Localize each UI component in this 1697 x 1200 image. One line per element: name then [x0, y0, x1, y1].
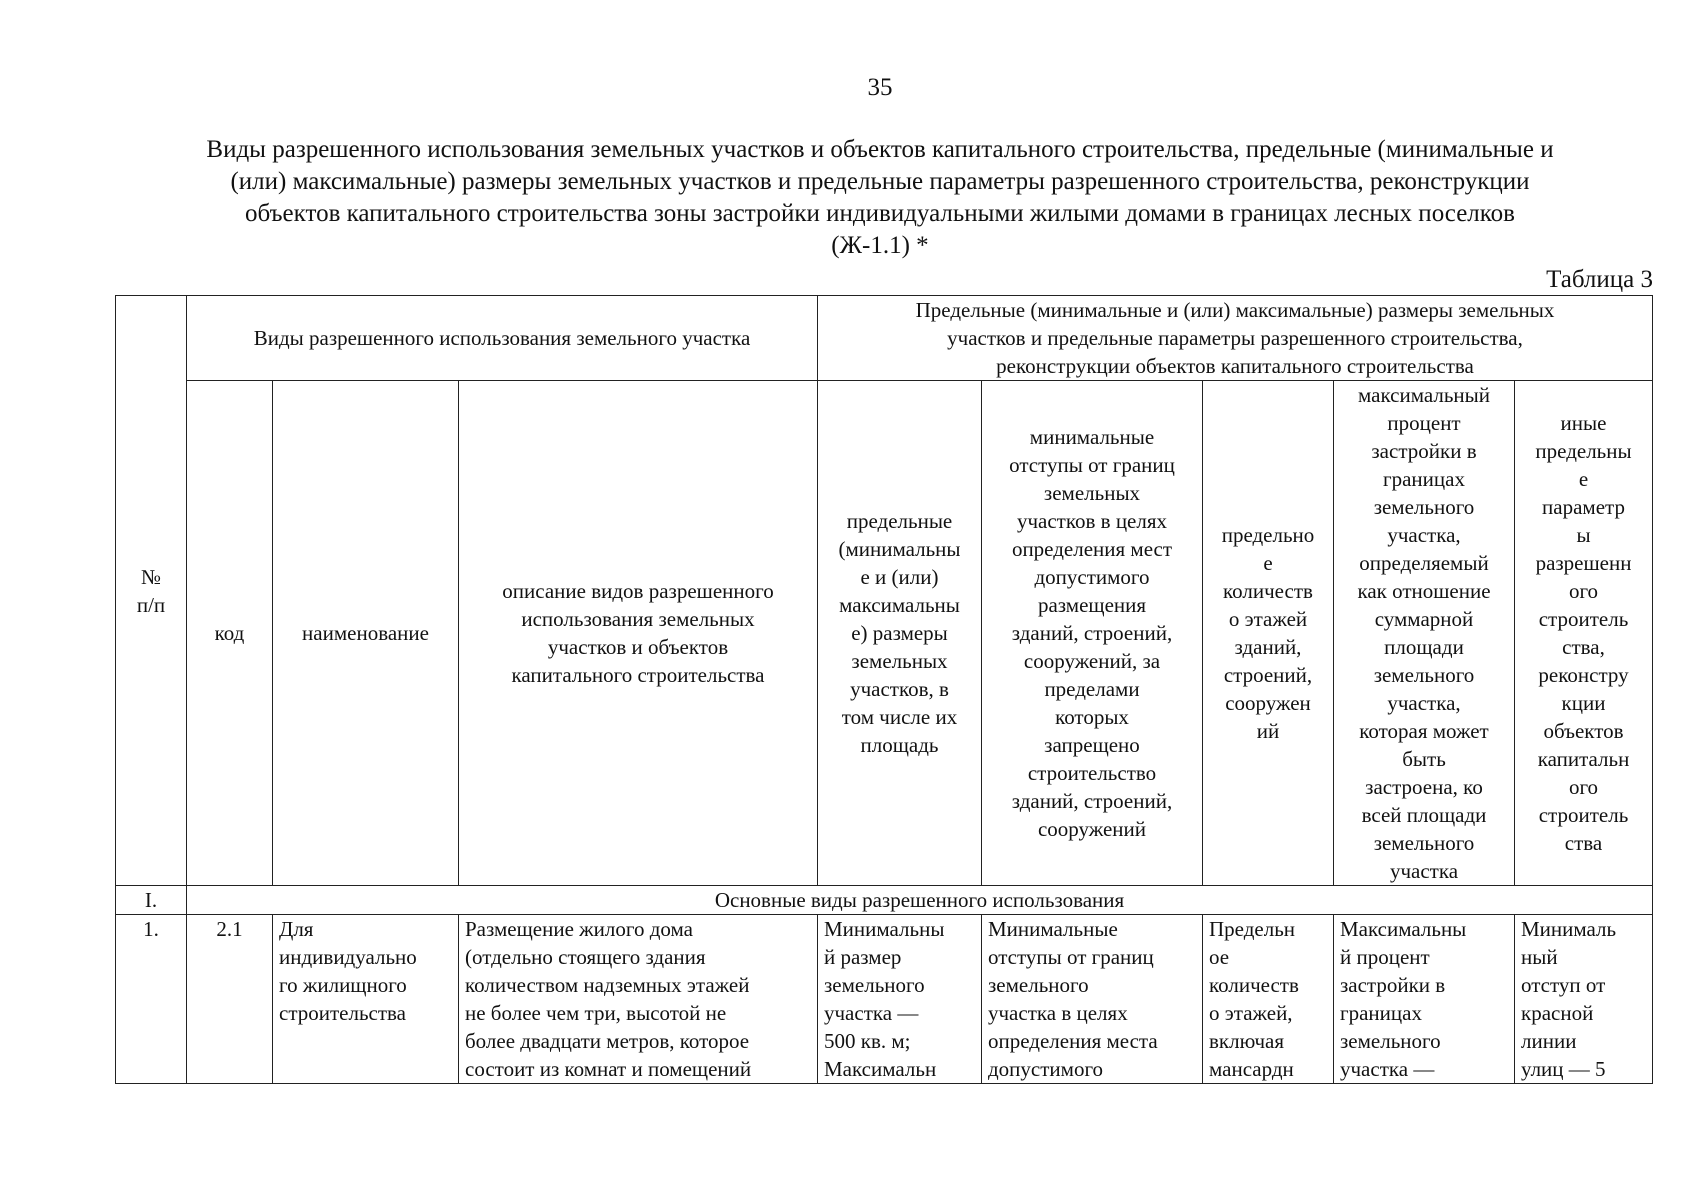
section-num: I. — [116, 886, 187, 915]
zoning-table — [115, 295, 1653, 1084]
table-row — [116, 915, 1653, 1084]
row-floors: Предельн ое количеств о этажей, включая мансардн — [1203, 915, 1334, 1084]
header-setbacks: минимальные отступы от границ земельных участков в целях определения мест допустимого размещения зданий, строений, сооружений, за пределами которых запрещено строительство зданий, строений, сооружений — [982, 381, 1203, 886]
header-name: наименование — [273, 381, 459, 886]
row-coverage: Максимальны й процент застройки в границах земельного участка — — [1334, 915, 1515, 1084]
row-code: 2.1 — [187, 915, 273, 1084]
title-line: (или) максимальные) размеры земельных участков и предельные параметры разрешенного строительства, реконструкции — [230, 168, 1530, 195]
section-row — [116, 886, 1653, 915]
header-group-params: Предельные (минимальные и (или) максимальные) размеры земельных участков и предельные параметры разрешенного строительства, реконструкции объектов капитального строительства — [818, 296, 1653, 381]
header-other: иные предельны е параметр ы разрешенн ого строитель ства, реконстру кции объектов капитальн ого строитель ства — [1515, 381, 1653, 886]
row-num: 1. — [116, 915, 187, 1084]
header-size: предельные (минимальны е и (или) максимальны е) размеры земельных участков, в том числе их площадь — [818, 381, 982, 886]
header-num: № п/п — [116, 296, 187, 886]
header-code: код — [187, 381, 273, 886]
header-floors: предельно е количеств о этажей зданий, строений, сооружен ий — [1203, 381, 1334, 886]
row-name: Для индивидуально го жилищного строительства — [273, 915, 459, 1084]
page-number: 35 — [867, 74, 893, 101]
header-coverage: максимальный процент застройки в границах земельного участка, определяемый как отношение суммарной площади земельного участка, которая может быть застроена, ко всей площади земельного участка — [1334, 381, 1515, 886]
table-label: Таблица 3 — [1546, 266, 1653, 293]
header-row-columns — [116, 381, 1653, 886]
document-title — [110, 134, 1650, 262]
row-size: Минимальны й размер земельного участка — 500 кв. м; Максимальн — [818, 915, 982, 1084]
title-line: (Ж-1.1) * — [831, 232, 929, 259]
row-description: Размещение жилого дома (отдельно стоящего здания количеством надземных этажей не более чем три, высотой не более двадцати метров, которое состоит из комнат и помещений — [459, 915, 818, 1084]
title-line: Виды разрешенного использования земельных участков и объектов капитального строительства, предельные (минимальные и — [206, 136, 1554, 163]
header-description: описание видов разрешенного использования земельных участков и объектов капитального строительства — [459, 381, 818, 886]
section-title: Основные виды разрешенного использования — [187, 886, 1653, 915]
header-group-uses: Виды разрешенного использования земельного участка — [187, 296, 818, 381]
row-other: Минималь ный отступ от красной линии улиц — 5 — [1515, 915, 1653, 1084]
header-row-groups — [116, 296, 1653, 381]
row-setbacks: Минимальные отступы от границ земельного участка в целях определения места допустимого — [982, 915, 1203, 1084]
title-line: объектов капитального строительства зоны застройки индивидуальными жилыми домами в границах лесных поселков — [245, 200, 1515, 227]
